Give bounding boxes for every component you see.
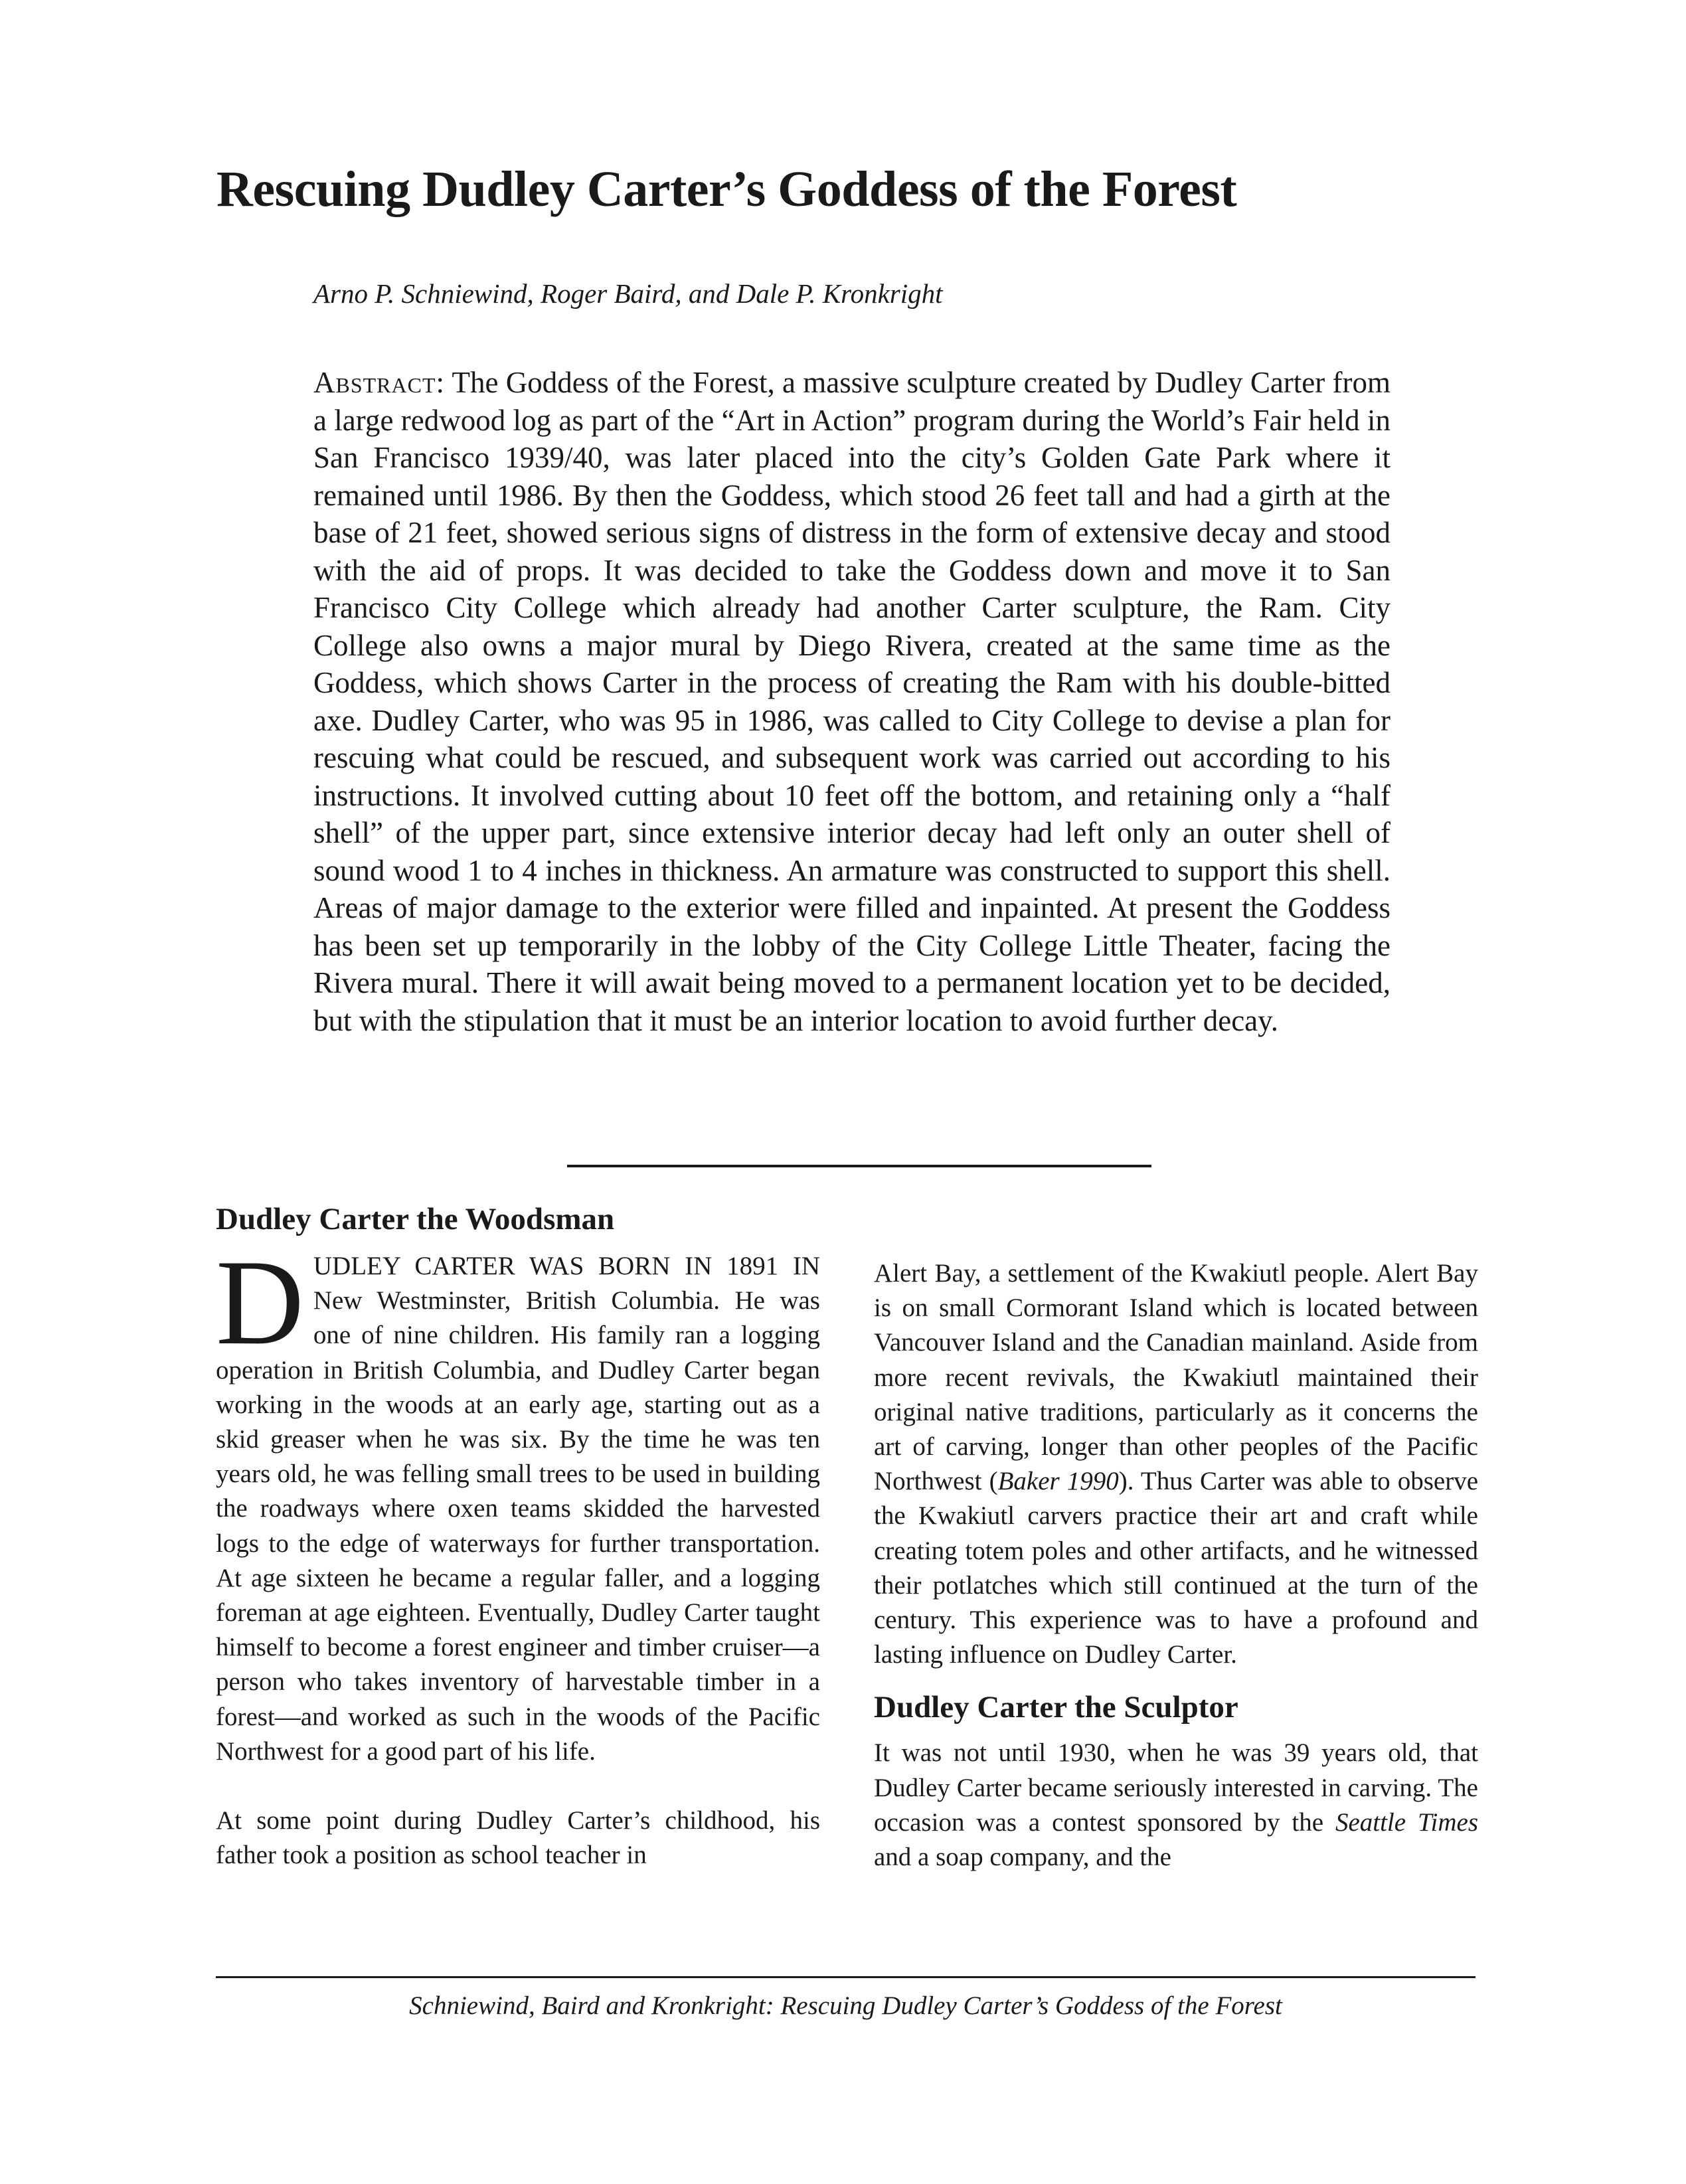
abstract [313, 364, 1391, 1039]
paragraph-birth [216, 1234, 820, 1769]
heading-sculptor: Dudley Carter the Sculptor [874, 1690, 1238, 1725]
alert-bay-text-a: Alert Bay, a settlement of the Kwakiutl people. Alert Bay is on small Cormorant Island which is located between Vancouver Island and the Canadian mainland. Aside from more recent revivals, the Kwakiutl maintained their original native traditions, particularly as it concerns the art of carving, longer than other peoples of the Pacific Northwest ( [874, 1259, 1478, 1496]
right-column [874, 1256, 1478, 1875]
author-line: Arno P. Schniewind, Roger Baird, and Dale P. Kronkright [313, 278, 943, 309]
heading-woodsman: Dudley Carter the Woodsman [216, 1202, 615, 1236]
running-footer: Schniewind, Baird and Kronkright: Rescuing Dudley Carter’s Goddess of the Forest [409, 1991, 1282, 2020]
sculptor-text-b: and a soap company, and the [874, 1843, 1171, 1872]
alert-bay-text-b: ). Thus Carter was able to observe the Kwakiutl carvers practice their art and craft while creating totem poles and other artifacts, and he witnessed their potlatches which still continued at the turn of the century. This experience was to have a profound and lasting influence on Dudley Carter. [874, 1467, 1479, 1669]
abstract-label: Abstract: [313, 366, 446, 399]
newspaper-name: Seattle Times [1335, 1807, 1479, 1837]
sculptor-text-a: It was not until 1930, when he was 39 years old, that Dudley Carter became seriously interested in carving. The occasion was a contest sponsored by the [874, 1738, 1478, 1837]
footer-rule [216, 1976, 1475, 1978]
citation: Baker 1990 [997, 1467, 1119, 1496]
paragraph-sculptor [874, 1736, 1478, 1875]
paragraph-birth-text: New Westminster, British Columbia. He was one of nine children. His family ran a logging operation in British Columbia, and Dudley Carter began working in the woods at an early age, starting out as a skid greaser when he was six. By the time he was ten years old, he was felling small trees to be used in building the roadways where oxen teams skidded the harvested logs to the edge of waterways for further transportation. At age sixteen he became a regular faller, and a logging foreman at age eighteen. Eventually, Dudley Carter taught himself to become a forest engineer and timber cruiser—a person who takes inventory of harvestable timber in a forest—and worked as such in the woods of the Pacific Northwest for a good part of his life. [216, 1286, 820, 1766]
paragraph-alert-bay [874, 1256, 1478, 1672]
paragraph-childhood-start: At some point during Dudley Carter’s childhood, his father took a position as school teacher in [216, 1806, 820, 1870]
section-divider [567, 1165, 1151, 1167]
left-column [216, 1199, 820, 1873]
abstract-text: The Goddess of the Forest, a massive sculpture created by Dudley Carter from a large redwood log as part of the “Art in Action” program during the World’s Fair held in San Francisco 1939/40, was later placed into the city’s Golden Gate Park where it remained until 1986. By then the Goddess, which stood 26 feet tall and had a girth at the base of 21 feet, showed serious signs of distress in the form of extensive decay and stood with the aid of props. It was decided to take the Goddess down and move it to San Francisco City College which already had another Carter sculpture, the Ram. City College also owns a major mural by Diego Rivera, created at the same time as the Goddess, which shows Carter in the process of creating the Ram with his double-bitted axe. Dudley Carter, who was 95 in 1986, was called to City College to devise a plan for rescuing what could be rescued, and subsequent work was carried out according to his instructions. It involved cutting about 10 feet off the bottom, and retaining only a “half shell” of the upper part, since extensive interior decay had left only an outer shell of sound wood 1 to 4 inches in thickness. An armature was constructed to support this shell. Areas of major damage to the exterior were filled and inpainted. At present the Goddess has been set up temporarily in the lobby of the City College Little Theater, facing the Rivera mural. There it will await being moved to a permanent location yet to be decided, but with the stipulation that it must be an interior location to avoid further decay. [313, 366, 1391, 1037]
article-title: Rescuing Dudley Carter’s Goddess of the Forest [216, 161, 1237, 217]
drop-cap: D [216, 1234, 304, 1370]
lead-in: UDLEY CARTER WAS BORN IN 1891 IN [313, 1252, 820, 1280]
